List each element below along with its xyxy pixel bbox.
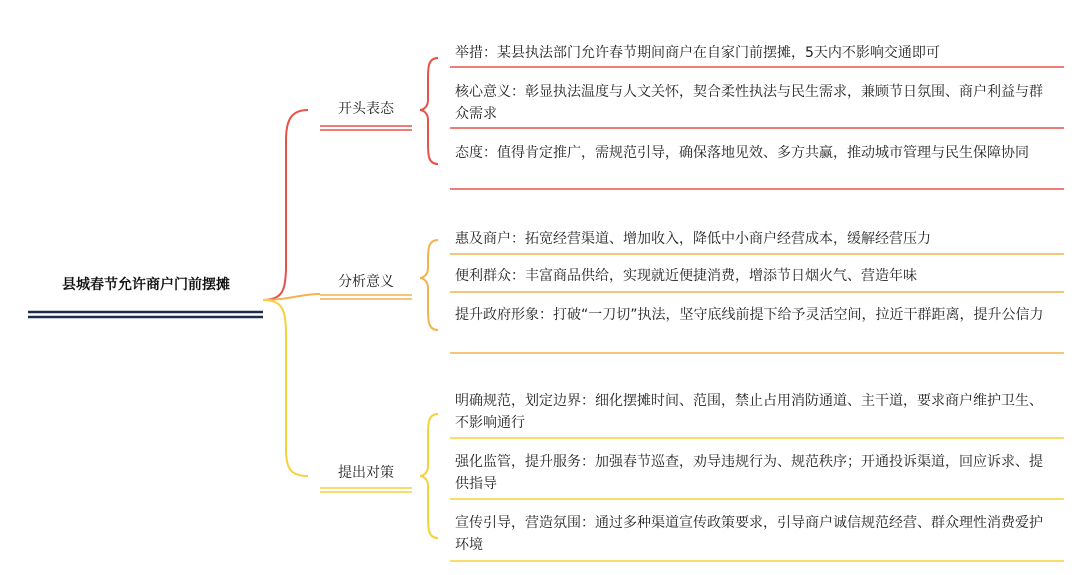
- leaf-measures-2: 强化监管，提升服务：加强春节巡查，劝导违规行为、规范秩序；开通投诉渠道，回应诉求、提供指导: [455, 454, 1043, 492]
- leaf-analysis-3: 提升政府形象：打破“一刀切”执法，坚守底线前提下给予灵活空间，拉近干群距离，提升公信力: [455, 307, 1044, 323]
- curve-to-opening: [263, 110, 308, 300]
- curve-to-analysis: [263, 294, 320, 300]
- root-node-label: 县城春节允许商户门前摆摊: [62, 277, 230, 293]
- leaf-opening-3: 态度：值得肯定推广，需规范引导，确保落地见效、多方共赢，推动城市管理与民生保障协同: [455, 145, 1029, 161]
- curve-to-measures: [263, 300, 308, 476]
- brace-opening: [420, 58, 438, 164]
- leaf-measures-3: 宣传引导，营造氛围：通过多种渠道宣传政策要求，引导商户诚信规范经营、群众理性消费爱护环境: [455, 515, 1043, 553]
- branch-label-analysis: 分析意义: [338, 274, 394, 290]
- branch-label-opening: 开头表态: [338, 101, 394, 117]
- leaf-analysis-2: 便利群众：丰富商品供给，实现就近便捷消费，增添节日烟火气、营造年味: [455, 268, 917, 284]
- leaf-analysis-1: 惠及商户：拓宽经营渠道、增加收入，降低中小商户经营成本，缓解经营压力: [455, 231, 931, 247]
- brace-measures: [420, 414, 438, 538]
- leaf-opening-1: 举措：某县执法部门允许春节期间商户在自家门前摆摊，5天内不影响交通即可: [455, 45, 940, 61]
- leaf-opening-2: 核心意义：彰显执法温度与人文关怀，契合柔性执法与民生需求，兼顾节日氛围、商户利益与群众需求: [455, 84, 1043, 122]
- leaf-measures-1: 明确规范，划定边界：细化摆摊时间、范围，禁止占用消防通道、主干道，要求商户维护卫生、不影响通行: [455, 393, 1043, 431]
- branch-label-measures: 提出对策: [338, 465, 394, 481]
- brace-analysis: [420, 240, 438, 330]
